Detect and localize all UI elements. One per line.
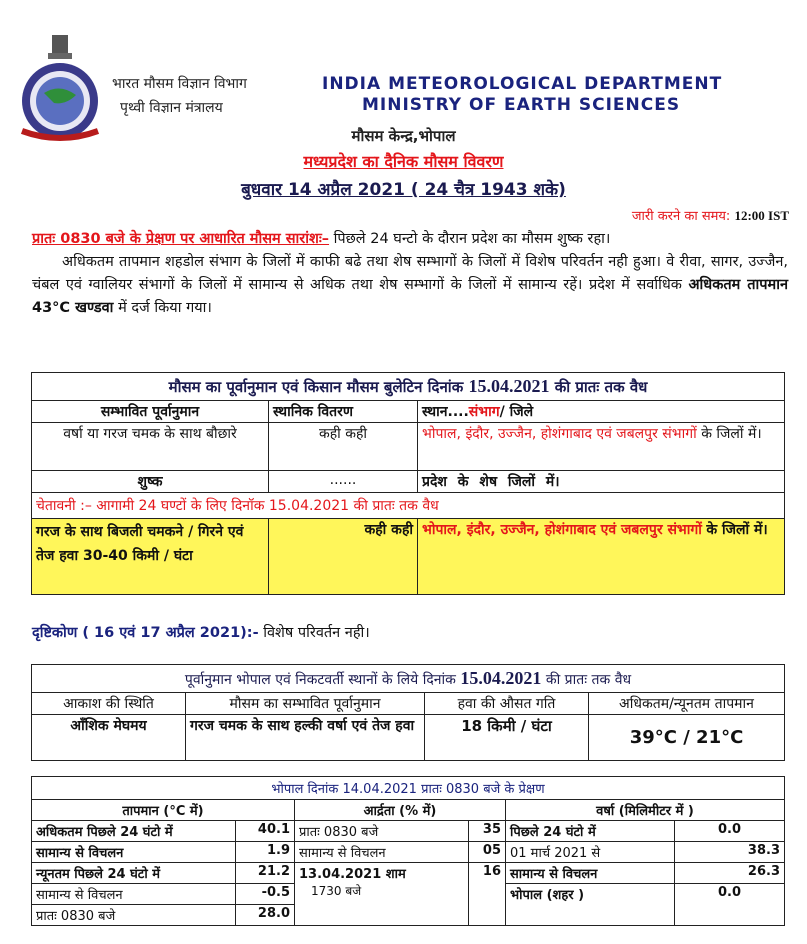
temp-label-1: सामान्य से विचलन xyxy=(32,842,236,863)
humidity-label-0: प्रातः 0830 बजे xyxy=(295,821,469,842)
rain-value-2: 26.3 xyxy=(675,863,785,884)
summary-highlight: अधिकतम तापमान 43°C खण्डवा xyxy=(32,277,788,316)
temp-header: तापमान (°C में) xyxy=(32,800,295,821)
summary-line1: पिछले 24 घन्टो के दौरान प्रदेश का मौसम शुष्क रहा। xyxy=(333,231,611,247)
forecast-row1-type: वर्षा या गरज चमक के साथ बौछारे xyxy=(32,423,269,471)
forecast-col3-pre: स्थान.... xyxy=(422,404,469,420)
warning-place-red: भोपाल, इंदौर, उज्जैन, होशंगाबाद एवं जबलपुर संभागों xyxy=(422,522,702,538)
humidity-value-1: 05 xyxy=(469,842,506,863)
humidity-label-2 xyxy=(295,863,469,926)
humidity-value-2: 16 xyxy=(469,863,506,926)
humidity-value-0: 35 xyxy=(469,821,506,842)
bhopal-forecast-title-date: 15.04.2021 xyxy=(460,668,542,688)
bhopal-forecast-title xyxy=(32,665,785,693)
humidity-label-2-line2: 1730 बजे xyxy=(311,884,362,898)
observation-table xyxy=(31,776,785,926)
forecast-row2-place: प्रदेश के शेष जिलों में। xyxy=(418,471,785,493)
rain-value-0: 0.0 xyxy=(675,821,785,842)
warning-title: चेतावनी :– आगामी 24 घण्टों के लिए दिनॉक 15.04.2021 की प्रातः तक वैध xyxy=(32,493,785,519)
rain-label-1: 01 मार्च 2021 से xyxy=(506,842,675,863)
temp-value-0: 40.1 xyxy=(236,821,295,842)
outlook xyxy=(32,622,370,642)
bhopal-header-wind: हवा की औसत गति xyxy=(425,693,589,715)
centre-name: मौसम केन्द्र,भोपाल xyxy=(351,127,456,145)
bhopal-temp: 39°C / 21°C xyxy=(589,715,785,761)
weather-summary xyxy=(32,228,788,320)
humidity-label-1: सामान्य से विचलन xyxy=(295,842,469,863)
forecast-col3 xyxy=(418,401,785,423)
bhopal-header-temp: अधिकतम/न्यूनतम तापमान xyxy=(589,693,785,715)
temp-value-1: 1.9 xyxy=(236,842,295,863)
bhopal-weather: गरज चमक के साथ हल्की वर्षा एवं तेज हवा xyxy=(186,715,425,761)
issue-time-label: जारी करने का समय: xyxy=(631,209,731,224)
bhopal-forecast-table xyxy=(31,664,785,761)
summary-tail: में दर्ज किया गया। xyxy=(118,300,212,316)
humidity-header: आर्द्रता (% में) xyxy=(295,800,506,821)
temp-label-2: न्यूनतम पिछले 24 घंटो में xyxy=(32,863,236,884)
rain-label-3: भोपाल (शहर ) xyxy=(506,884,675,926)
forecast-title-date: 15.04.2021 xyxy=(468,376,550,396)
bhopal-sky: आँशिक मेघमय xyxy=(32,715,186,761)
rain-label-0: पिछले 24 घंटो में xyxy=(506,821,675,842)
forecast-col3-post: / जिले xyxy=(499,404,534,420)
forecast-col1: सम्भावित पूर्वानुमान xyxy=(32,401,269,423)
temp-value-4: 28.0 xyxy=(236,905,295,926)
bhopal-header-sky: आकाश की स्थिति xyxy=(32,693,186,715)
forecast-table xyxy=(31,372,785,595)
report-title: मध्यप्रदेश का दैनिक मौसम विवरण xyxy=(303,152,504,171)
bhopal-forecast-title-pre: पूर्वानुमान भोपाल एवं निकटवर्ती स्थानों के लिये दिनांक xyxy=(184,672,456,688)
temp-label-3: सामान्य से विचलन xyxy=(32,884,236,905)
forecast-row2-dist: ...... xyxy=(269,471,418,493)
forecast-row1-dist: कही कही xyxy=(269,423,418,471)
forecast-title-pre: मौसम का पूर्वानुमान एवं किसान मौसम बुलेटिन दिनांक xyxy=(168,378,464,396)
ministry-hindi: पृथ्वी विज्ञान मंत्रालय xyxy=(120,100,223,116)
bhopal-header-weather: मौसम का सम्भावित पूर्वानुमान xyxy=(186,693,425,715)
forecast-row1-place-black: के जिलों में। xyxy=(701,426,762,442)
bhopal-forecast-title-post: की प्रातः तक वैध xyxy=(545,672,632,688)
forecast-title xyxy=(32,373,785,401)
forecast-title-post: की प्रातः तक वैध xyxy=(554,378,648,396)
rain-value-1: 38.3 xyxy=(675,842,785,863)
forecast-col3-red: संभाग xyxy=(468,404,500,420)
temp-label-4: प्रातः 0830 बजे xyxy=(32,905,236,926)
humidity-label-2-line1: 13.04.2021 शाम xyxy=(299,867,406,882)
date-line: बुधवार 14 अप्रैल 2021 ( 24 चैत्र 1943 शके) xyxy=(241,180,566,200)
observation-title: भोपाल दिनांक 14.04.2021 प्रातः 0830 बजे के प्रेक्षण xyxy=(32,777,785,800)
forecast-col2: स्थानिक वितरण xyxy=(269,401,418,423)
temp-label-0: अधिकतम पिछले 24 घंटो में xyxy=(32,821,236,842)
warning-place xyxy=(418,519,785,595)
ministry-english: MINISTRY OF EARTH SCIENCES xyxy=(362,95,681,115)
forecast-row2-type: शुष्क xyxy=(32,471,269,493)
rain-header: वर्षा (मिलिमीटर में ) xyxy=(506,800,785,821)
warning-dist: कही कही xyxy=(269,519,418,595)
forecast-row1-place xyxy=(418,423,785,471)
outlook-label: दृष्टिकोण ( 16 एवं 17 अप्रैल 2021):- xyxy=(32,625,259,641)
temp-value-2: 21.2 xyxy=(236,863,295,884)
dept-english: INDIA METEOROLOGICAL DEPARTMENT xyxy=(322,74,723,94)
summary-para2: अधिकतम तापमान शहडोल संभाग के जिलों में काफी बढे तथा शेष सम्भागों के जिलों में विशेष परिवर्तन नही हुआ। वे रीवा, सागर, उज्जैन, चंबल एवं ग्वालियर संभागों के जिलों में सामान्य से अधिक तथा शेष सम्भागों के जिलों में सामान्य रहें। प्रदेश में सर्वाधिक xyxy=(32,254,788,293)
rain-value-3: 0.0 xyxy=(675,884,785,926)
outlook-text: विशेष परिवर्तन नही। xyxy=(263,625,370,641)
issue-time-value: 12:00 IST xyxy=(734,208,789,223)
forecast-row1-place-red: भोपाल, इंदौर, उज्जैन, होशंगाबाद एवं जबलपुर संभागों xyxy=(422,426,697,442)
warning-place-black: के जिलों में। xyxy=(706,522,768,538)
issue-time xyxy=(632,206,789,224)
dept-hindi: भारत मौसम विज्ञान विभाग xyxy=(112,76,247,92)
rain-label-2: सामान्य से विचलन xyxy=(506,863,675,884)
warning-type: गरज के साथ बिजली चमकने / गिरने एवं तेज हवा 30-40 किमी / घंटा xyxy=(32,519,269,595)
summary-lead: प्रातः 0830 बजे के प्रेक्षण पर आधारित मौसम सारांशः– xyxy=(32,231,330,247)
temp-value-3: -0.5 xyxy=(236,884,295,905)
bhopal-wind: 18 किमी / घंटा xyxy=(425,715,589,761)
